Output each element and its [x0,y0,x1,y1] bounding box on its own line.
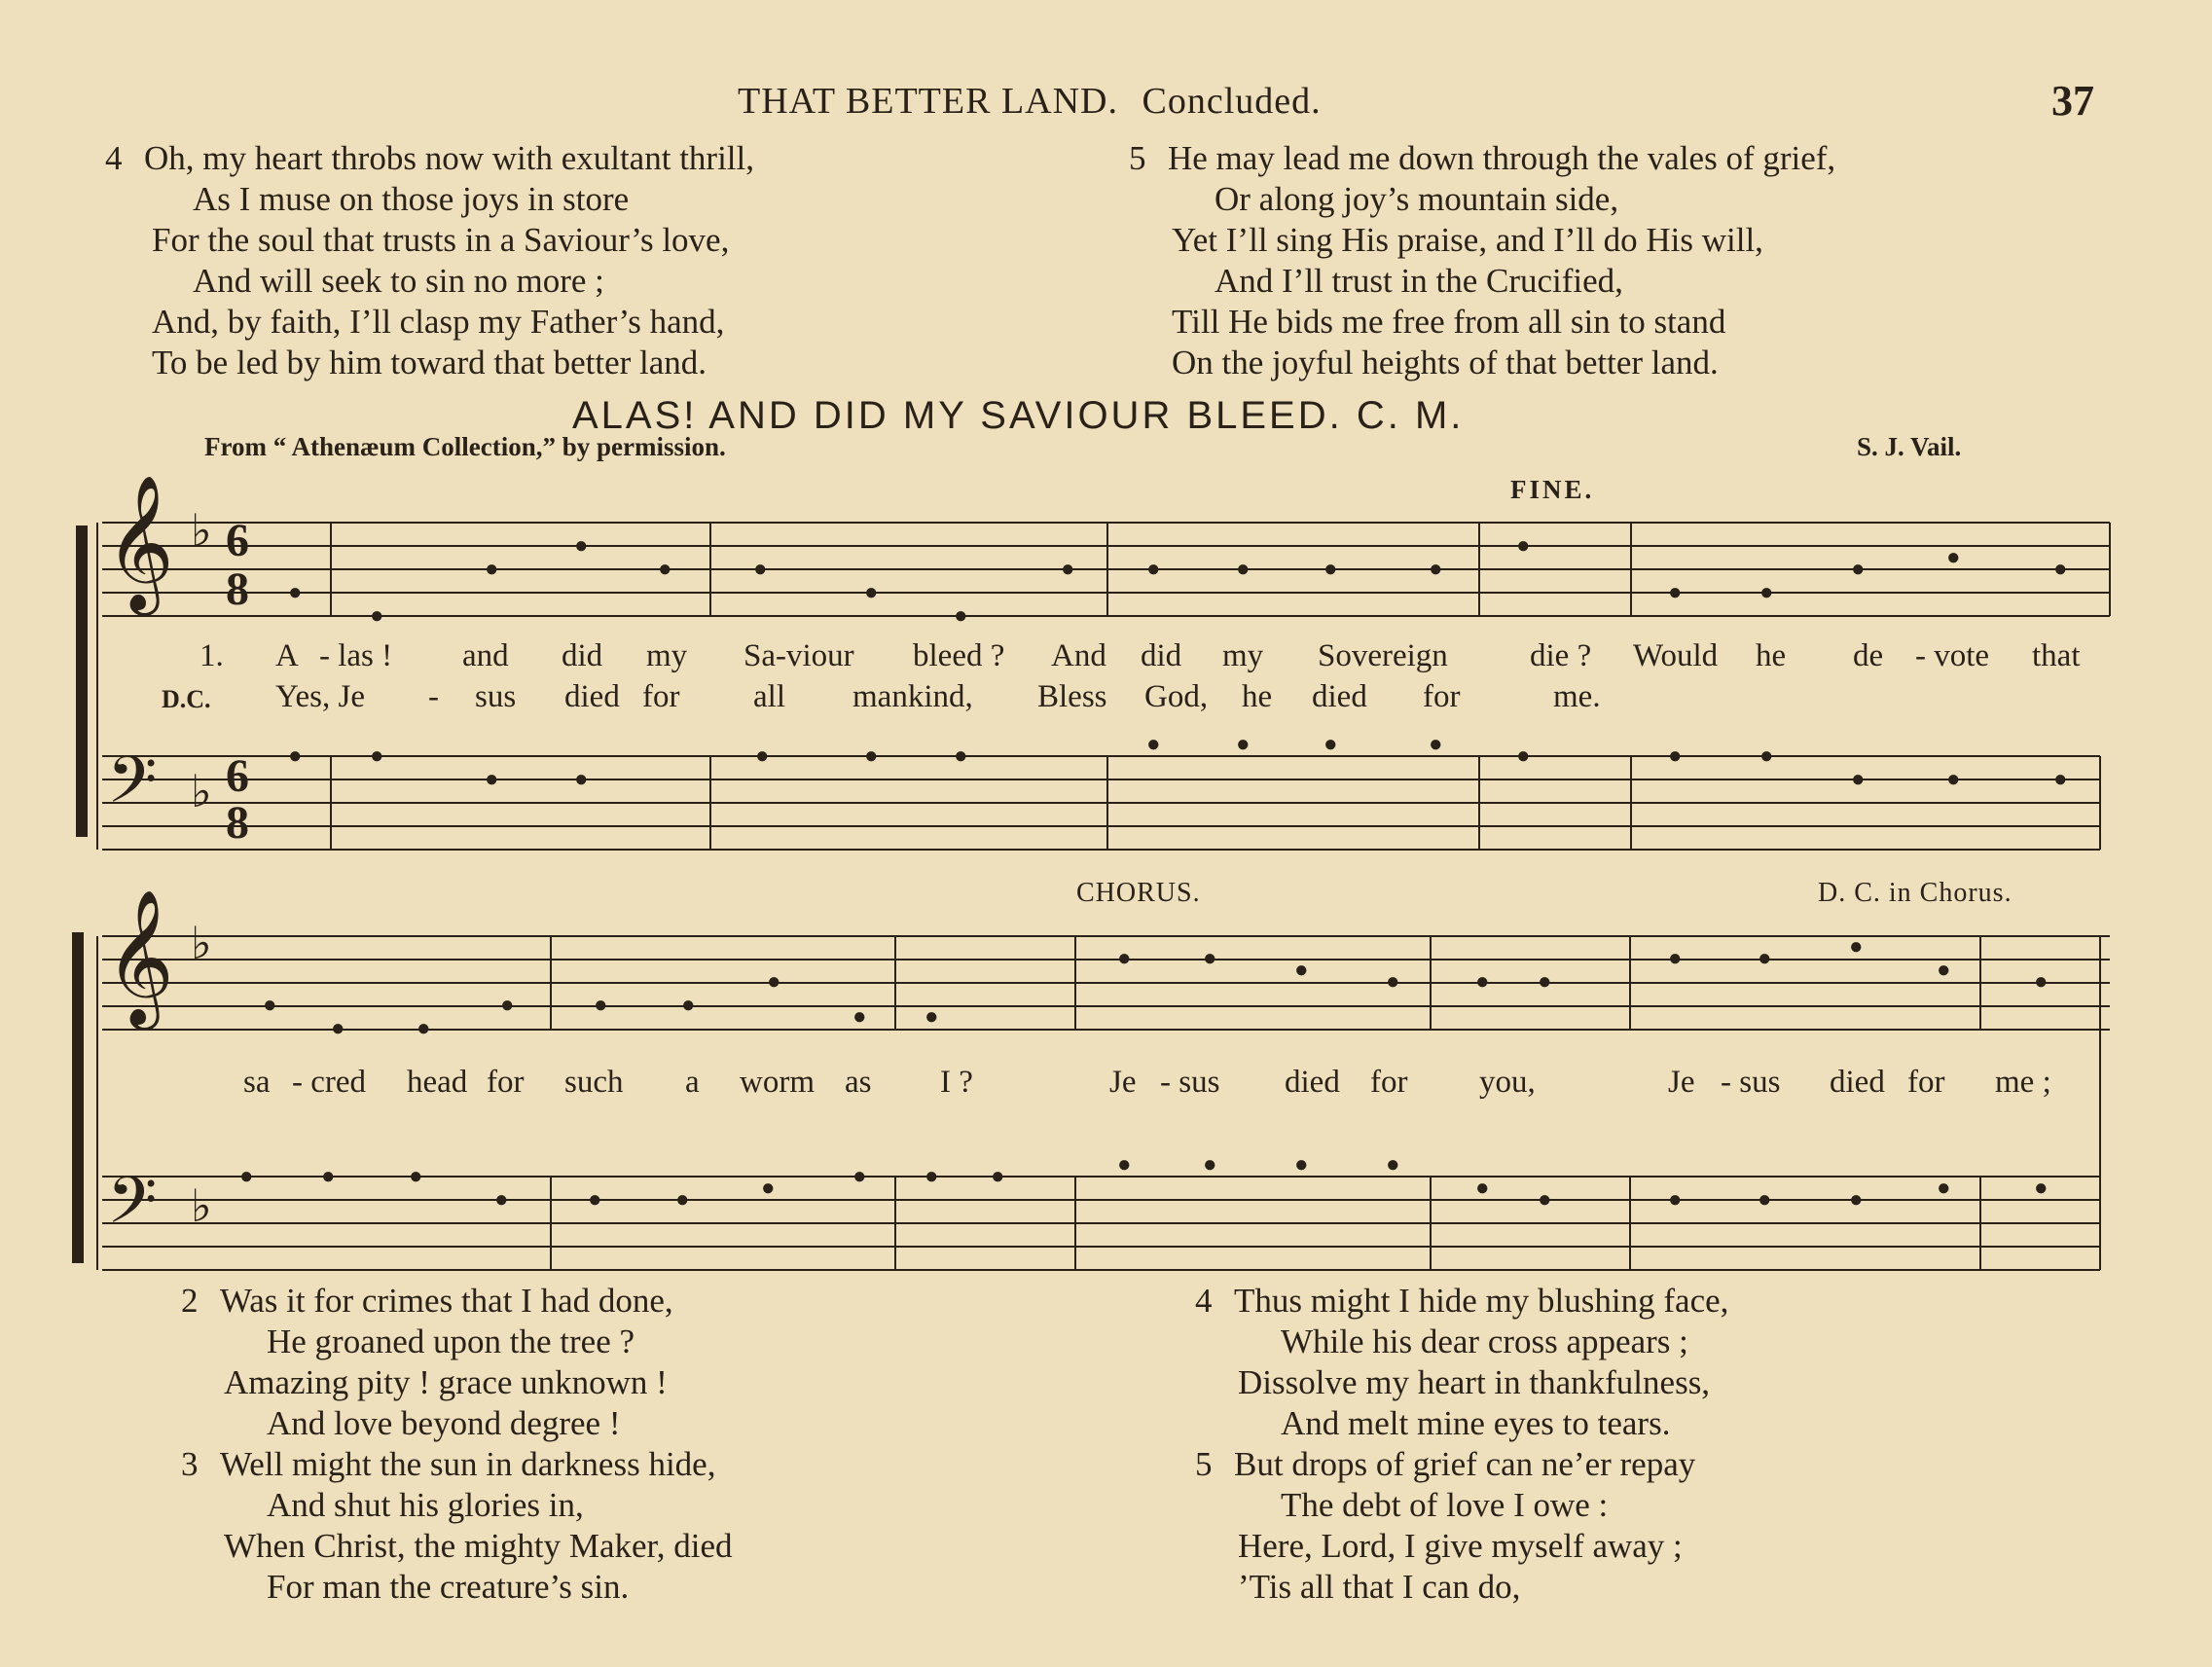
lyric-syllable: died [564,679,620,714]
note-head: ● [1849,934,1864,960]
key-flat-icon: ♭ [191,506,212,556]
verse-line: Here, Lord, I give myself away ; [1238,1527,1683,1565]
verse-line: And shut his glories in, [267,1486,584,1524]
note-head: ● [954,743,968,769]
verse-line: Was it for crimes that I had done, [220,1282,673,1320]
verse-line: And will seek to sin no more ; [193,262,604,300]
lyric-syllable: Je [1668,1065,1695,1100]
note-head: ● [1236,557,1251,582]
verse-line: Yet I’ll sing His praise, and I’ll do His will, [1172,221,1763,259]
note-head: ● [753,557,768,582]
verse-line: The debt of love I owe : [1281,1486,1609,1524]
verse-line: Thus might I hide my blushing face, [1234,1282,1729,1320]
hymn-title: ALAS! AND DID MY SAVIOUR BLEED. C. M. [572,394,1465,437]
verses-left [181,1281,733,1608]
note-head: ● [288,580,303,605]
note-head: ● [1668,1187,1683,1213]
verses-right [1195,1281,1728,1608]
lyric-syllable: my [1222,638,1264,673]
note-head: ● [263,993,277,1018]
note-head: ● [574,533,589,559]
note-head: ● [925,1004,939,1030]
note-head: ● [2053,767,2068,792]
lyric-syllable: head [407,1065,468,1100]
note-head: ● [1203,946,1217,971]
note-head: ● [1946,545,1961,570]
note-head: ● [370,603,384,629]
lyric-syllable: and [462,638,509,673]
lyric-syllable: sa [243,1065,271,1100]
note-head: ● [1203,1152,1217,1178]
note-head: ● [1386,969,1400,995]
note-head: ● [1117,946,1132,971]
note-head: ● [1516,743,1531,769]
lyric-syllable: - vote [1915,638,1990,673]
lyric-syllable: such [564,1065,624,1100]
note-head: ● [1061,557,1075,582]
note-head: ● [417,1016,431,1041]
note-head: ● [1668,743,1683,769]
note-head: ● [1324,732,1338,757]
verse-number: 5 [1129,139,1146,177]
lyric-syllable: that [2032,638,2081,673]
note-head: ● [1429,732,1443,757]
verse-number: 4 [105,139,123,177]
bass-clef-icon: 𝄢 [107,743,158,833]
time-signature-bottom: 8 [226,797,249,849]
note-head: ● [1386,1152,1400,1178]
note-head: ● [1946,767,1961,792]
note-head: ● [331,1016,345,1041]
note-head: ● [864,743,879,769]
note-head: ● [370,743,384,769]
note-head: ● [675,1187,690,1213]
verse-number: 4 [1195,1282,1213,1320]
lyric-syllable: for [1370,1065,1408,1100]
lyric-syllable: sus [475,679,517,714]
note-head: ● [1851,557,1866,582]
note-head: ● [1937,1176,1951,1201]
lyric-syllable: he [1756,638,1787,673]
lyric-syllable: died [1830,1065,1885,1100]
note-head: ● [2034,1176,2049,1201]
system-braces [72,525,88,1263]
lyric-syllable: my [646,638,688,673]
verse-line: ’Tis all that I can do, [1238,1568,1521,1606]
lyric-syllable: me ; [1995,1065,2051,1100]
note-head: ● [1538,1187,1552,1213]
lyric-syllable: Je [1109,1065,1137,1100]
lyric-syllable: did [562,638,603,673]
verse-line: On the joyful heights of that better land. [1172,344,1719,381]
da-capo-tag: D.C. [162,685,211,713]
lyric-syllable: he [1242,679,1273,714]
verse-line: He may lead me down through the vales of grief, [1168,139,1836,177]
lyric-syllable: mankind, [852,679,973,714]
note-head: ● [852,1164,867,1189]
staff-lines-system-2 [102,936,2110,1270]
lyric-syllable: Sovereign [1318,638,1448,673]
note-head: ● [288,743,303,769]
lyric-syllable: Bless [1037,679,1107,714]
note-head: ● [852,1004,867,1030]
verse-number: 5 [1195,1445,1213,1483]
note-head: ● [1236,732,1251,757]
note-head: ● [485,557,499,582]
lyric-syllable: die ? [1530,638,1592,673]
note-head: ● [954,603,968,629]
time-signature-top: 6 [226,750,249,802]
verse-number: 1. [199,638,224,673]
time-signature-bottom: 8 [226,563,249,615]
note-head: ● [925,1164,939,1189]
note-head: ● [239,1164,254,1189]
note-head: ● [594,993,608,1018]
page-number: 37 [2051,77,2094,125]
note-head: ● [1324,557,1338,582]
note-head: ● [1294,1152,1309,1178]
note-head: ● [1758,946,1772,971]
composer-credit: S. J. Vail. [1857,432,1962,461]
note-head: ● [991,1164,1005,1189]
lyric-syllable: died [1312,679,1367,714]
note-head: ● [767,969,781,995]
verse-line: While his dear cross appears ; [1281,1323,1688,1360]
note-head: ● [409,1164,423,1189]
note-head: ● [588,1187,602,1213]
chorus-label: CHORUS. [1076,878,1201,908]
verse-line: Oh, my heart throbs now with exultant thrill, [144,139,754,177]
verse-line: For the soul that trusts in a Saviour’s love, [152,221,730,259]
note-head: ● [1668,946,1683,971]
lyric-syllable: I ? [940,1065,973,1100]
time-signature-top: 6 [226,515,249,566]
treble-clef-icon: 𝄞 [105,889,174,1025]
note-head: ● [1475,1176,1490,1201]
lyric-syllable: for [642,679,680,714]
verse-line: To be led by him toward that better land. [152,344,707,381]
lyric-syllable: Sa-viour [743,638,854,673]
note-head: ● [1759,580,1774,605]
verse-line: He groaned upon the tree ? [267,1323,635,1360]
verse-line: And melt mine eyes to tears. [1281,1404,1671,1442]
verse-line: And, by faith, I’ll clasp my Father’s hand, [152,303,725,341]
note-head: ● [1117,1152,1132,1178]
key-flat-icon: ♭ [191,1181,212,1231]
lyric-syllable: a [685,1065,700,1100]
lyric-syllable: for [487,1065,525,1100]
lyric-syllable: Yes, Je [275,679,366,714]
verse-line: Or along joy’s mountain side, [1215,180,1619,218]
note-head: ● [1146,557,1161,582]
lyric-syllable: de [1853,638,1884,673]
lyric-syllable: bleed ? [913,638,1005,673]
verse-line: Till He bids me free from all sin to stand [1172,303,1726,341]
key-flat-icon: ♭ [191,919,212,968]
treble-clef-icon: 𝄞 [105,475,174,610]
note-head: ● [1475,969,1490,995]
verse-line: And I’ll trust in the Crucified, [1215,262,1623,300]
note-head: ● [2053,557,2068,582]
note-head: ● [1294,958,1309,983]
key-flat-icon: ♭ [191,767,212,816]
lyric-syllable: And [1051,638,1106,673]
lyric-syllable: me. [1553,679,1601,714]
note-head: ● [1146,732,1161,757]
verse-line: When Christ, the mighty Maker, died [224,1527,733,1565]
verse-line: But drops of grief can ne’er repay [1234,1445,1696,1483]
lyric-syllable: did [1141,638,1182,673]
note-head: ● [574,767,589,792]
lyric-syllable: - cred [292,1065,367,1100]
note-head: ● [1849,1187,1864,1213]
note-head: ● [321,1164,336,1189]
lyric-syllable: Would [1633,638,1719,673]
note-head: ● [494,1187,509,1213]
verse-line: Dissolve my heart in thankfulness, [1238,1363,1711,1401]
verse-line: And love beyond degree ! [267,1404,621,1442]
note-head: ● [485,767,499,792]
note-head: ● [1851,767,1866,792]
note-head: ● [1516,533,1531,559]
note-head: ● [1937,958,1951,983]
source-credit: From “ Athenæum Collection,” by permission. [204,432,726,461]
note-head: ● [500,993,515,1018]
note-head: ● [1759,743,1774,769]
verse-number: 3 [181,1445,199,1483]
lyric-syllable: all [753,679,785,714]
running-title: THAT BETTER LAND. [738,81,1118,122]
note-head: ● [755,743,770,769]
verse-line: Well might the sun in darkness hide, [220,1445,716,1483]
lyric-syllable: for [1423,679,1461,714]
verse-line: As I muse on those joys in store [193,180,630,218]
verse-line: For man the creature’s sin. [267,1568,630,1606]
lyric-syllable: - sus [1160,1065,1220,1100]
lyric-syllable: - [428,679,439,714]
lyric-syllable: died [1285,1065,1340,1100]
lyric-syllable: for [1907,1065,1945,1100]
bass-clef-icon: 𝄢 [107,1163,158,1253]
lyric-syllable: A [275,638,299,673]
note-head: ● [1668,580,1683,605]
verse-number: 2 [181,1282,199,1320]
lyric-syllable: you, [1479,1065,1536,1100]
note-head: ● [681,993,696,1018]
note-head: ● [2034,969,2049,995]
lyric-syllable: - las ! [319,638,393,673]
note-head: ● [1758,1187,1772,1213]
lyric-syllable: God, [1144,679,1209,714]
lyric-syllable: worm [740,1065,815,1100]
verse-line: Amazing pity ! grace unknown ! [224,1363,668,1401]
note-head: ● [658,557,672,582]
lyric-syllable: - sus [1721,1065,1781,1100]
note-head: ● [864,580,879,605]
lyric-syllable: as [845,1065,872,1100]
fine-mark: FINE. [1510,475,1595,504]
concluded-label: Concluded. [1142,81,1322,122]
note-head: ● [1538,969,1552,995]
note-head: ● [1429,557,1443,582]
note-head: ● [761,1176,776,1201]
da-capo-label: D. C. in Chorus. [1818,878,2013,908]
